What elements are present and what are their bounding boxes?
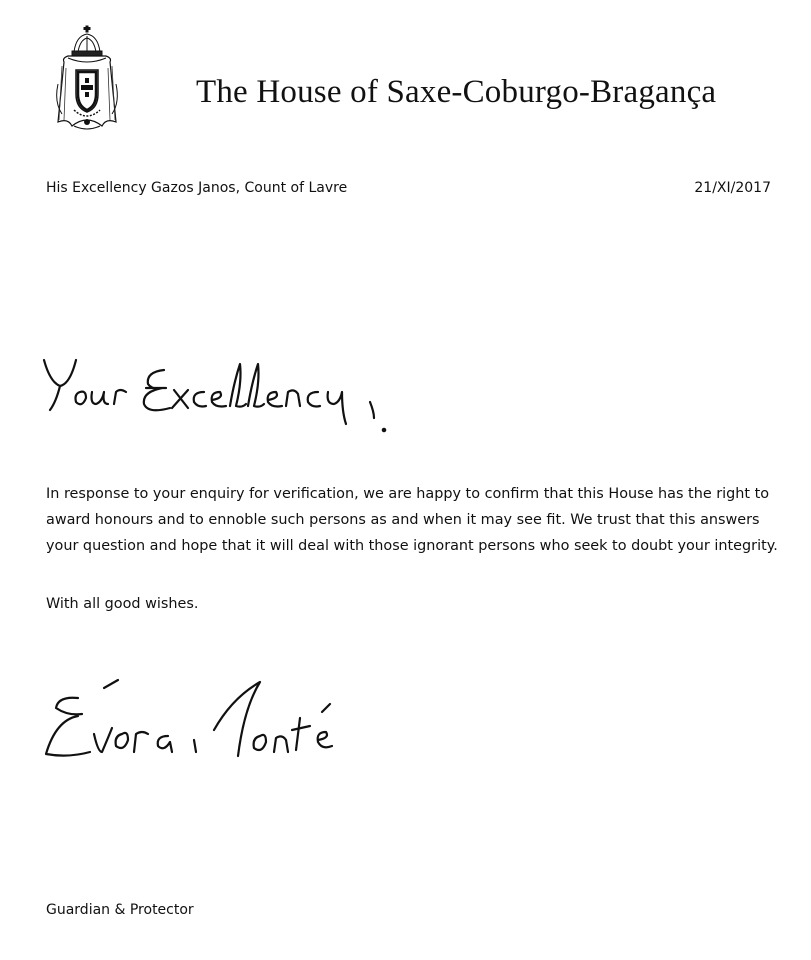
house-name-heading: The House of Saxe-Coburgo-Bragança	[196, 74, 717, 110]
signatory-title: Guardian & Protector	[46, 902, 194, 918]
letter-closing: With all good wishes.	[46, 596, 199, 612]
letter-date: 21/XI/2017	[694, 180, 771, 196]
coat-of-arms-icon	[56, 22, 146, 142]
handwritten-salutation	[36, 352, 416, 442]
recipient-line: His Excellency Gazos Janos, Count of Lavre	[46, 180, 348, 196]
letter-body: In response to your enquiry for verification, we are happy to confirm that this House has the right to award honours and to ennoble such persons as and when it may see fit. We trust that this answers your question and hope that it will deal with those ignorant persons who seek to doubt your integrity.	[46, 486, 778, 554]
handwritten-signature	[38, 668, 368, 778]
